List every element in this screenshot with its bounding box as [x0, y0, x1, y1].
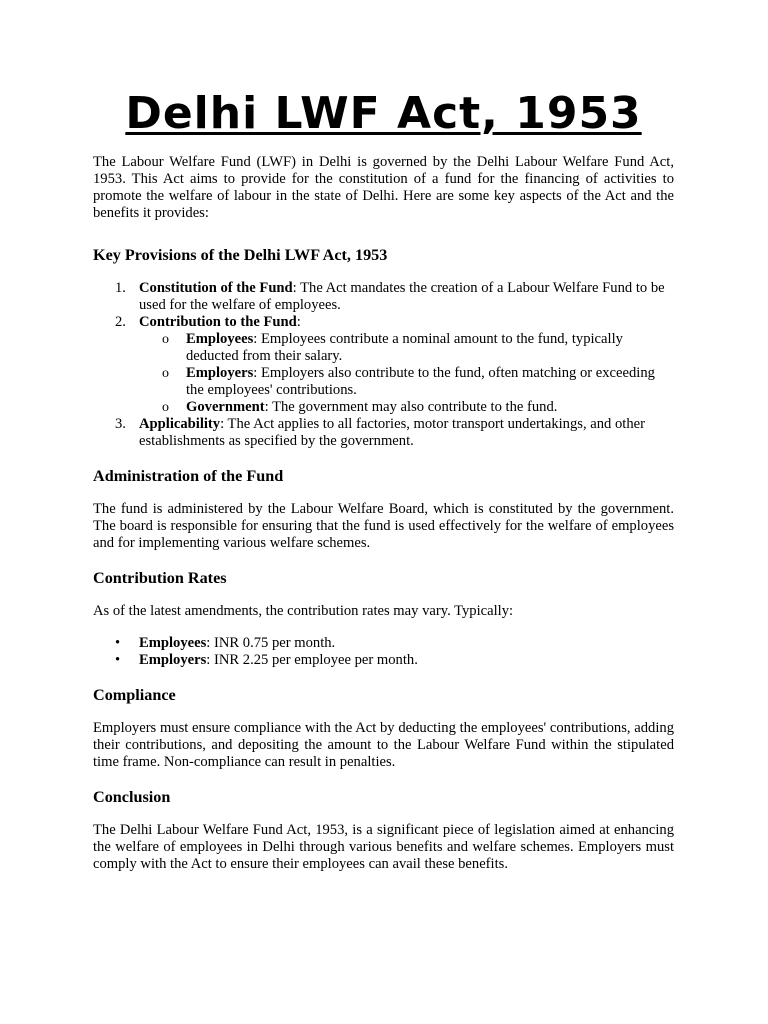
document-page — [93, 0, 674, 873]
section-heading-compliance: Compliance — [93, 686, 176, 704]
rate-item — [93, 652, 674, 669]
list-bullet: o — [162, 332, 169, 347]
provision-item — [93, 280, 674, 314]
compliance-paragraph: Employers must ensure compliance with the Act by deducting the employees' contributions, adding their contributions, and depositing the amount to the Labour Welfare Fund within the stipulated time frame. Non-compliance can result in penalties. — [93, 720, 674, 770]
section-heading-contribution-rates: Contribution Rates — [93, 569, 227, 587]
document-title: Delhi LWF Act, 1953 — [125, 88, 642, 139]
provision-text: : — [296, 314, 301, 330]
subitem-text: : The government may also contribute to the fund. — [264, 399, 558, 415]
provision-item — [93, 314, 674, 416]
rate-item — [93, 635, 674, 652]
rate-text: : INR 0.75 per month. — [206, 635, 336, 651]
contribution-rates-list — [93, 635, 674, 669]
list-number: 3. — [115, 416, 126, 432]
administration-paragraph: The fund is administered by the Labour Welfare Board, which is constituted by the government. The board is responsible for ensuring that the fund is used effectively for the welfare of employees and for implementing various welfare schemes. — [93, 501, 674, 551]
rate-term: Employees — [139, 635, 207, 651]
contribution-subitem — [139, 331, 674, 365]
provisions-list — [93, 280, 674, 450]
subitem-term: Employees — [186, 331, 254, 347]
provision-text: : The Act applies to all factories, motor transport undertakings, and other establishments as specified by the government. — [139, 416, 645, 449]
subitem-text: : Employers also contribute to the fund, often matching or exceeding the employees' contributions. — [186, 365, 655, 398]
rate-term: Employers — [139, 652, 207, 668]
list-number: 1. — [115, 280, 126, 296]
contribution-rates-paragraph: As of the latest amendments, the contribution rates may vary. Typically: — [93, 603, 514, 619]
contribution-subitem — [139, 365, 674, 399]
provision-term: Applicability — [139, 416, 221, 432]
provision-text: : The Act mandates the creation of a Labour Welfare Fund to be used for the welfare of employees. — [139, 280, 665, 313]
provision-item — [93, 416, 674, 450]
intro-paragraph: The Labour Welfare Fund (LWF) in Delhi is governed by the Delhi Labour Welfare Fund Act, 1953. This Act aims to provide for the constitution of a fund for the financing of activities to promote the welfare of labour in the state of Delhi. Here are some key aspects of the Act and the benefits it provides: — [93, 154, 674, 221]
contribution-subitem — [139, 399, 674, 416]
list-bullet: • — [115, 652, 121, 668]
conclusion-paragraph: The Delhi Labour Welfare Fund Act, 1953, is a significant piece of legislation aimed at enhancing the welfare of employees in Delhi through various benefits and welfare schemes. Employers must comply with the Act to ensure their employees can avail these benefits. — [93, 822, 674, 872]
section-heading-conclusion: Conclusion — [93, 788, 171, 806]
list-bullet: o — [162, 400, 169, 415]
subitem-term: Employers — [186, 365, 254, 381]
subitem-text: : Employees contribute a nominal amount to the fund, typically deducted from their salary. — [186, 331, 623, 364]
list-bullet: • — [115, 635, 121, 651]
section-heading-administration: Administration of the Fund — [93, 467, 284, 485]
provision-term: Constitution of the Fund — [139, 280, 293, 296]
subitem-term: Government — [186, 399, 265, 415]
list-bullet: o — [162, 366, 169, 381]
list-number: 2. — [115, 314, 126, 330]
section-heading-provisions: Key Provisions of the Delhi LWF Act, 1953 — [93, 246, 388, 264]
provision-term: Contribution to the Fund — [139, 314, 297, 330]
contribution-sublist — [139, 331, 674, 416]
rate-text: : INR 2.25 per employee per month. — [206, 652, 418, 668]
